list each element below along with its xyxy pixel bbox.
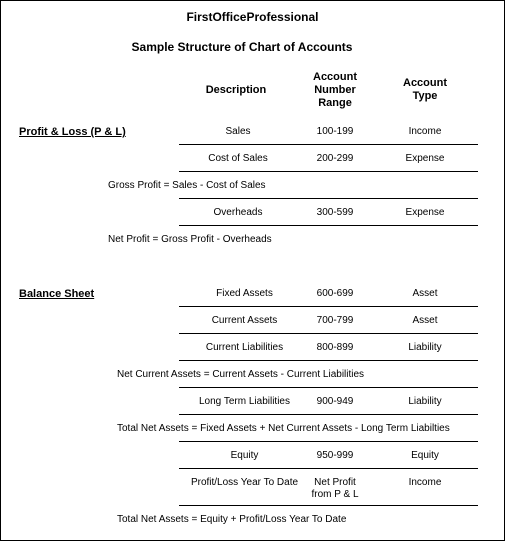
row-range: 950-999 (316, 450, 354, 461)
row-range: Net Profit from P & L (311, 477, 359, 500)
row-range: 200-299 (316, 153, 354, 164)
row-divider (179, 505, 478, 506)
row-range: 300-599 (316, 207, 354, 218)
app-title: FirstOfficeProfessional (186, 10, 319, 24)
row-divider (179, 171, 478, 172)
row-description: Cost of Sales (208, 153, 268, 164)
row-type: Liability (408, 342, 442, 353)
row-range: 800-899 (316, 342, 354, 353)
formula-total-net-assets-2: Total Net Assets = Equity + Profit/Loss Year To Date (117, 514, 347, 525)
row-divider (179, 468, 478, 469)
row-divider (179, 333, 478, 334)
row-type: Liability (408, 396, 442, 407)
formula-total-net-assets-1: Total Net Assets = Fixed Assets + Net Current Assets - Long Term Liabilties (117, 423, 450, 434)
row-description: Profit/Loss Year To Date (190, 477, 299, 488)
row-description: Sales (225, 126, 251, 137)
row-range: 600-699 (316, 288, 354, 299)
row-type: Equity (411, 450, 439, 461)
row-divider (179, 387, 478, 388)
formula-gross-profit: Gross Profit = Sales - Cost of Sales (108, 180, 266, 191)
formula-net-profit: Net Profit = Gross Profit - Overheads (108, 234, 272, 245)
section-profit-loss: Profit & Loss (P & L) (19, 126, 126, 138)
row-description: Equity (230, 450, 259, 461)
row-divider (179, 414, 478, 415)
row-type: Income (408, 126, 442, 137)
row-divider (179, 306, 478, 307)
row-type: Expense (405, 153, 445, 164)
header-account-number-range: Account Number Range (313, 71, 357, 109)
row-range: 100-199 (316, 126, 354, 137)
row-type: Income (408, 477, 442, 488)
header-account-type: Account Type (403, 77, 447, 102)
row-description: Long Term Liabilities (199, 396, 290, 407)
row-divider (179, 225, 478, 226)
row-description: Current Liabilities (205, 342, 284, 353)
row-range: 900-949 (316, 396, 354, 407)
row-type: Asset (412, 315, 438, 326)
row-type: Expense (405, 207, 445, 218)
row-divider (179, 144, 478, 145)
page-subtitle: Sample Structure of Chart of Accounts (131, 40, 353, 54)
row-range: 700-799 (316, 315, 354, 326)
formula-net-current-assets: Net Current Assets = Current Assets - Current Liabilities (117, 369, 365, 380)
row-description: Fixed Assets (216, 288, 273, 299)
header-description: Description (205, 84, 267, 96)
row-divider (179, 360, 478, 361)
section-balance-sheet: Balance Sheet (19, 288, 95, 300)
row-divider (179, 441, 478, 442)
row-type: Asset (412, 288, 438, 299)
row-divider (179, 198, 478, 199)
row-description: Overheads (213, 207, 263, 218)
row-description: Current Assets (211, 315, 278, 326)
